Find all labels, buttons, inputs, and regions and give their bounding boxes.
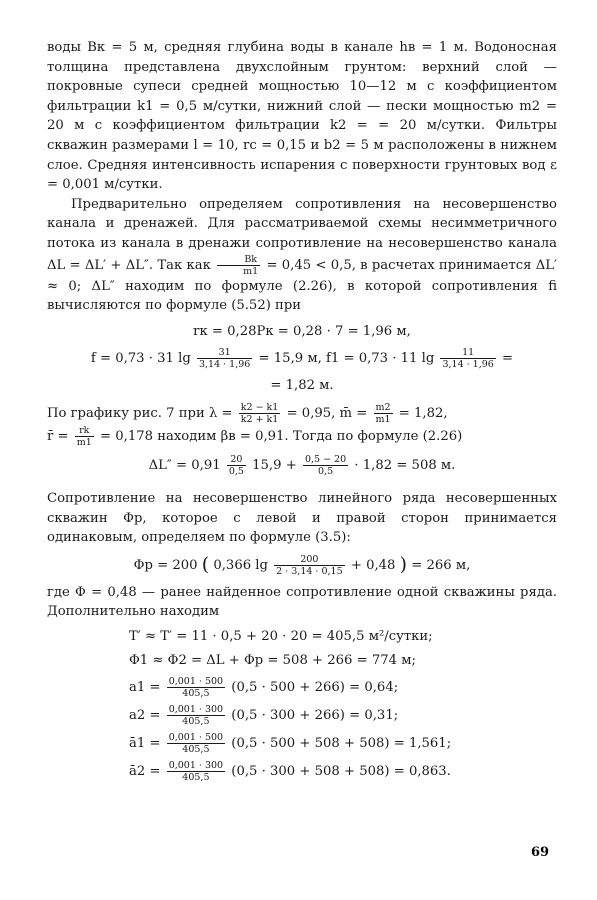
fraction-denominator: 405,5 [182,744,210,756]
equation-rk: rк = 0,28Pк = 0,28 · 7 = 1,96 м, [193,323,411,339]
equation-segment: = [502,351,514,367]
paragraph-graph [47,402,557,448]
fraction-numerator: rk [75,425,94,437]
text-segment: r̄ = [47,428,69,444]
text-segment: Предварительно определяем сопротивления на несовершенство канала и дренажей. Для рассматриваемой схемы несимметричного потока из канала в дренажи сопротивление на несовершенство канала ΔL = ΔL′ + ΔL″. Так как [47,196,557,273]
fraction-denominator: 405,5 [182,688,210,700]
paren-close: ) [399,553,408,576]
fraction-numerator: 0,001 · 300 [168,704,224,716]
fraction-numerator: 31 [197,347,252,359]
fraction-denominator: k2 + k1 [240,413,279,425]
fraction-numerator: 20 [227,454,246,466]
equation-segment: Φр = 200 [133,557,198,573]
paren-open: ( [201,553,210,576]
fraction [303,454,348,477]
fraction-numerator: 0,001 · 500 [168,676,224,688]
text-segment: По графику рис. 7 при λ = [47,405,233,421]
fraction-denominator: m1 [375,413,391,425]
fraction-denominator: 405,5 [182,772,210,784]
equation-segment: (0,5 · 300 + 266) = 0,31; [231,708,399,724]
fraction [167,704,225,727]
equation-segment: f = 0,73 · 31 lg [90,351,191,367]
equation-segment: (0,5 · 500 + 508 + 508) = 1,561; [231,736,452,752]
fraction-lambda [239,402,281,425]
fraction-numerator: 200 [274,554,344,566]
paragraph-resistance [47,195,557,316]
equation-segment: · 1,82 = 508 м. [354,457,456,473]
equation-segment: ā1 = [129,736,161,752]
equation-segment: ΔL″ = 0,91 [148,457,221,473]
fraction-numerator: 0,001 · 500 [168,732,224,744]
fraction-numerator: 11 [440,347,495,359]
equation-phi-p [47,554,557,577]
equation-segment: 15,9 + [252,457,297,473]
fraction [274,554,344,577]
equation-segment: a1 = [129,680,161,696]
fraction-numerator: 0,001 · 300 [168,760,224,772]
text-segment: = 0,95, m̄ = [286,405,368,421]
fraction-r-bar [75,425,94,448]
fraction [167,732,225,755]
fraction-denominator: m1 [76,436,92,448]
fraction [197,347,252,370]
fraction-numerator: Bk [217,254,260,266]
paragraph-additional: где Φ = 0,48 — ранее найденное сопротивление одной скважины ряда. Дополнительно находим [47,584,557,620]
fraction [167,760,225,783]
fraction-denominator: 405,5 [182,716,210,728]
equation-a2 [47,704,557,727]
equation-f-result: = 1,82 м. [270,378,334,394]
fraction-numerator: m2 [375,401,391,413]
equation-segment: + 0,48 [350,557,396,573]
fraction-denominator: 0,5 [318,465,334,477]
equation-segment: (0,5 · 500 + 266) = 0,64; [231,680,399,696]
equation-f [47,347,557,370]
fraction-bk-m1 [217,254,260,277]
fraction-numerator: 0,5 − 20 [304,453,347,465]
fraction-denominator: 3,14 · 1,96 [442,359,494,371]
fraction [227,454,246,477]
paragraph-well-row: Сопротивление на несовершенство линейного ряда несовершенных скважин Φр, которое с левой и правой сторон принимается одинаковым, определяем по формуле (3.5): [47,490,557,546]
equation-segment: = 15,9 м, f1 = 0,73 · 11 lg [258,351,435,367]
equation-a1-bar [47,732,557,755]
equation-a2-bar [47,760,557,783]
fraction-m-bar [374,402,393,425]
equation-segment: (0,5 · 300 + 508 + 508) = 0,863. [231,764,451,780]
equation-phi12: Φ1 ≈ Φ2 = ΔL + Φр = 508 + 266 = 774 м; [129,653,416,669]
equation-segment: = 266 м, [411,557,471,573]
equation-a1 [47,676,557,699]
fraction-denominator: 3,14 · 1,96 [198,359,251,371]
equation-delta-l [47,454,557,477]
fraction-denominator: m1 [243,265,259,277]
fraction [167,676,225,699]
page-number: 69 [531,845,550,860]
equation-t: T′ ≈ T′ = 11 · 0,5 + 20 · 20 = 405,5 м²/сутки; [129,628,433,644]
equation-segment: ā2 = [129,764,161,780]
text-segment: = 1,82, [398,405,448,421]
fraction-denominator: 0,5 [228,465,244,477]
equation-segment: 0,366 lg [213,557,268,573]
paragraph-intro: воды Bк = 5 м, средняя глубина воды в канале hв = 1 м. Водоносная толщина представлена двухслойным грунтом: верхний слой — покровные супеси средней мощностью 10—12 м с коэффициентом фильтрации k1 = 0,5 м/сутки, нижний слой — пески мощностью m2 = 20 м с коэффициентом фильтрации k2 = = 20 м/сутки. Фильтры скважин размерами l = 10, rc = 0,15 и b2 = 5 м расположены в нижнем слое. Средняя интенсивность испарения с поверхности грунтовых вод ε = 0,001 м/сутки. [47,40,557,193]
fraction-denominator: 2 · 3,14 · 0,15 [276,565,343,577]
fraction-numerator: k2 − k1 [240,401,279,413]
fraction [440,347,495,370]
text-segment: = 0,45 < 0,5, в расчетах принимается ΔL′ ≈ 0; ΔL″ находим по формуле (2.26), в которой сопротивления fi вычисляются по формуле (5.52) при [47,257,557,314]
text-segment: = 0,178 находим βв = 0,91. Тогда по формуле (2.26) [100,428,463,444]
equation-segment: a2 = [129,708,161,724]
